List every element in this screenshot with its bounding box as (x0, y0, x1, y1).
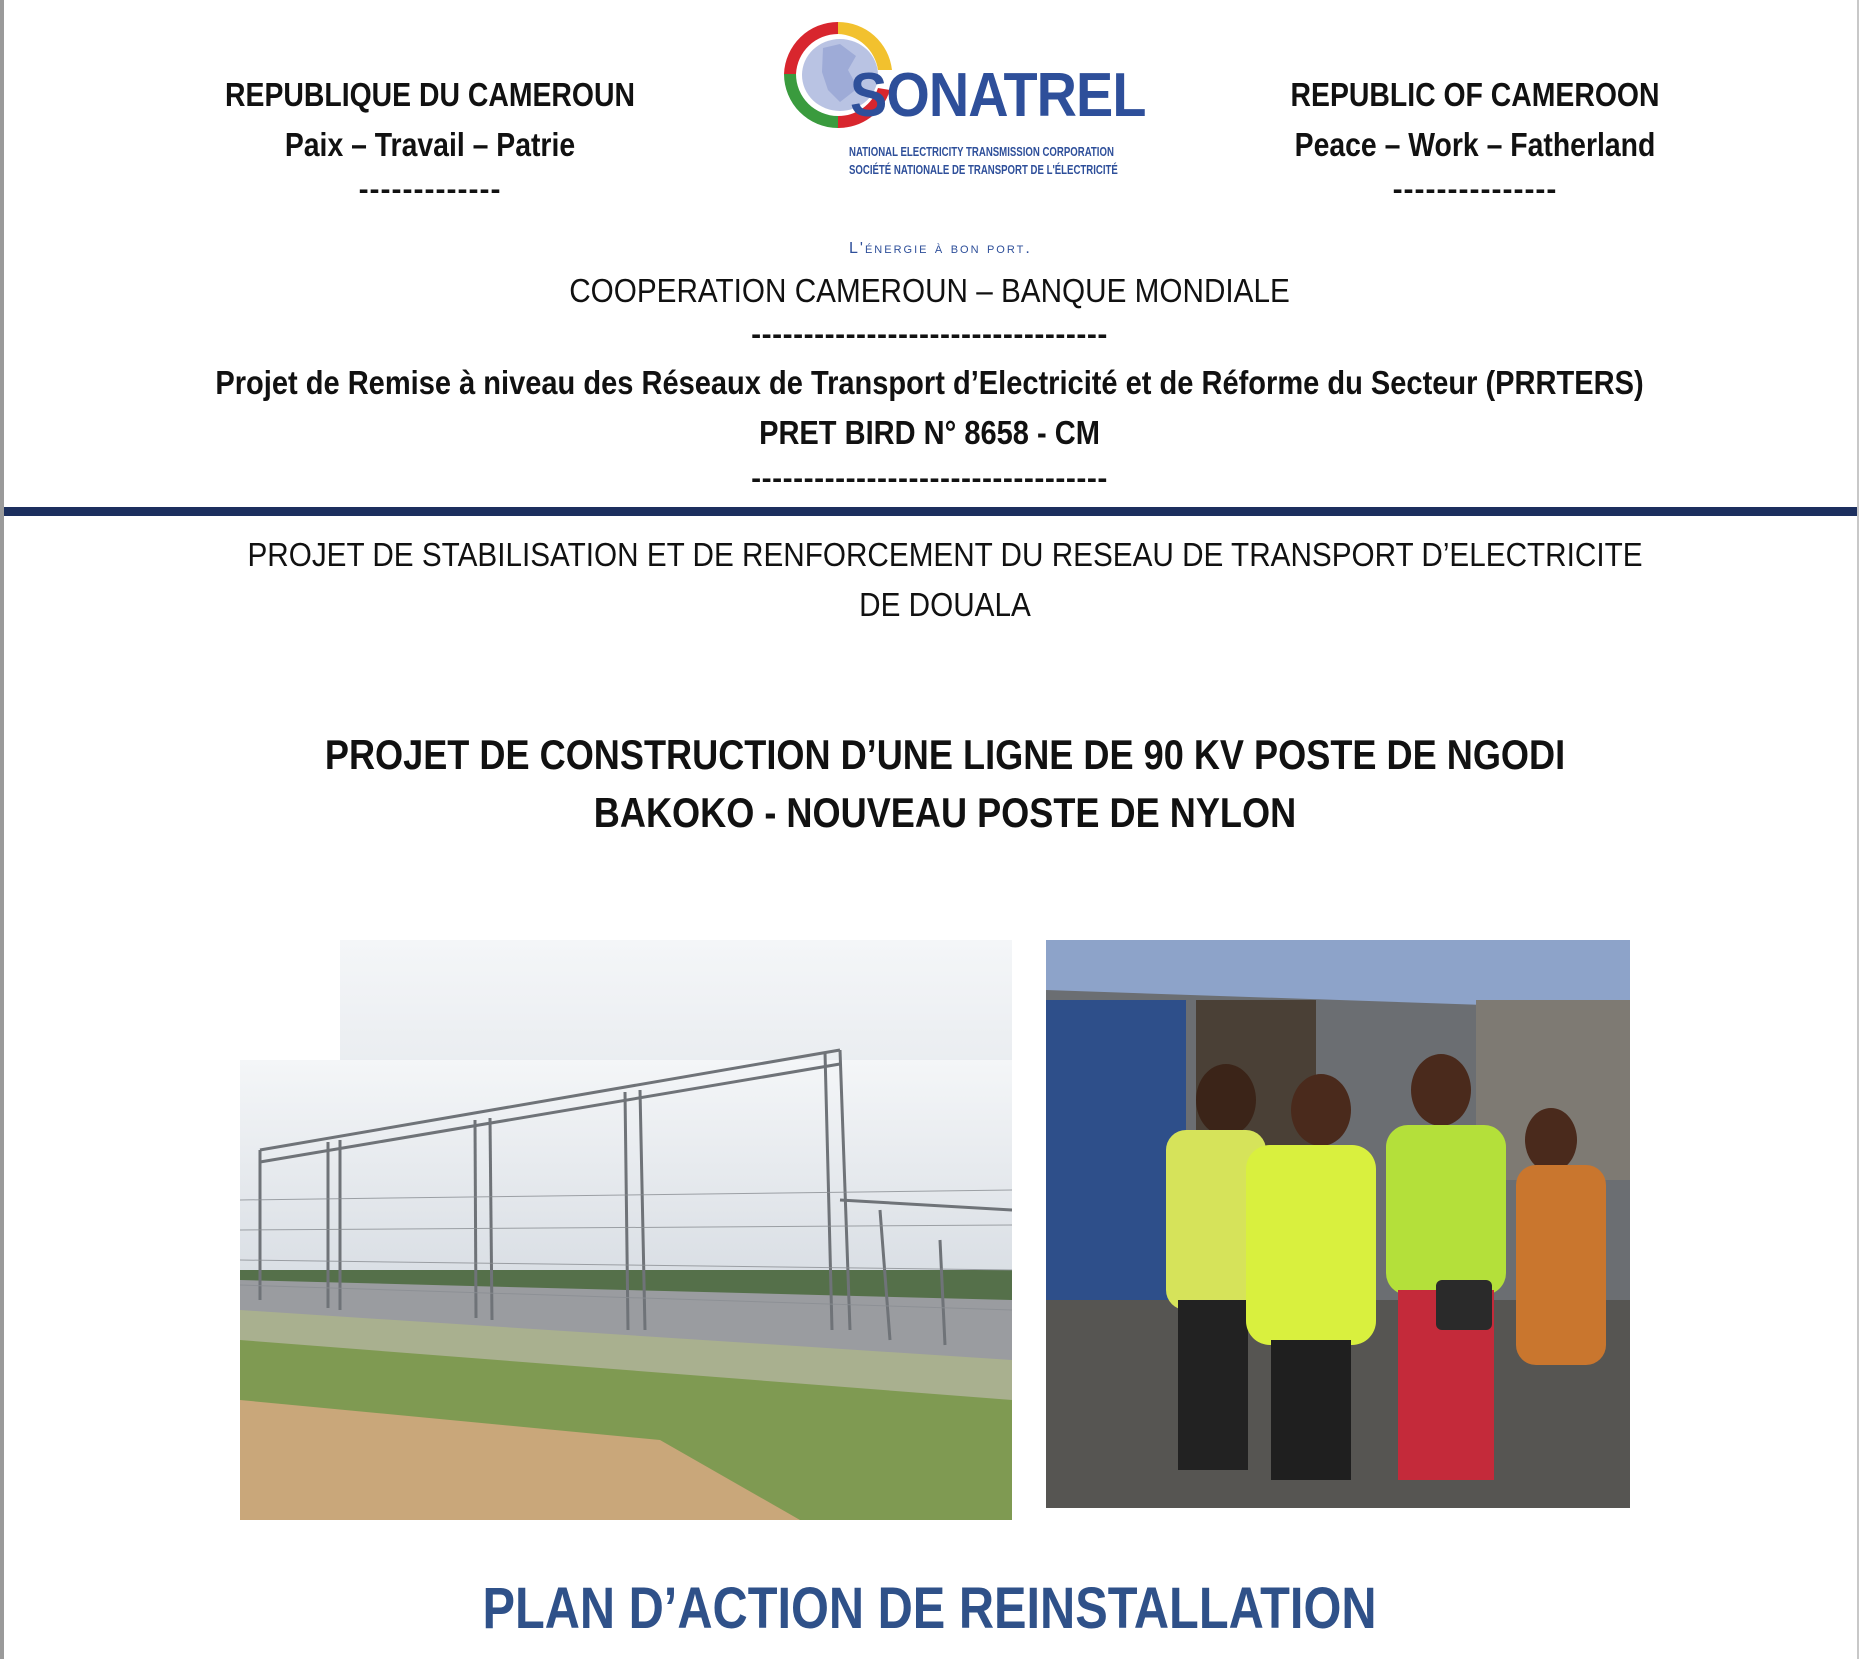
separator: ---------------------------------- (751, 462, 1108, 495)
document-title: PLAN D’ACTION DE REINSTALLATION (482, 1576, 1377, 1641)
program-title: Projet de Remise à niveau des Réseaux de Transport d’Electricité et de Réforme du Secteur (PRRTERS) (215, 364, 1644, 401)
header-right-column (1225, 70, 1725, 210)
cooperation-title: COOPERATION CAMEROUN – BANQUE MONDIALE (569, 272, 1290, 309)
logo-wordmark: SONATREL (850, 61, 1146, 130)
country-name-en: REPUBLIC OF CAMEROON (1290, 76, 1660, 113)
page-edge (0, 0, 4, 1659)
logo-subtitle-en: NATIONAL ELECTRICITY TRANSMISSION CORPORATION (849, 144, 1114, 159)
sonatrel-logo (778, 18, 1146, 263)
consultation-photo (1046, 940, 1630, 1508)
separator: --------------- (1392, 173, 1558, 206)
separator: ------------- (358, 173, 502, 206)
separator: ---------------------------------- (751, 318, 1108, 351)
project-stabilisation-title: PROJET DE STABILISATION ET DE RENFORCEMENT DU RESEAU DE TRANSPORT D’ELECTRICITE DE DOUALA (247, 536, 1643, 623)
substation-photo (240, 940, 1012, 1520)
country-name-fr: REPUBLIQUE DU CAMEROUN (225, 76, 635, 113)
motto-en: Peace – Work – Fatherland (1294, 126, 1656, 163)
logo-subtitle-fr: SOCIÉTÉ NATIONALE DE TRANSPORT DE L'ÉLECTRICITÉ (849, 162, 1118, 177)
motto-fr: Paix – Travail – Patrie (284, 126, 576, 163)
project-construction-title: PROJET DE CONSTRUCTION D’UNE LIGNE DE 90 KV POSTE DE NGODI BAKOKO - NOUVEAU POSTE DE NYLON (324, 731, 1566, 836)
logo-tagline: L'énergie à bon port. (849, 240, 1032, 257)
loan-number: PRET BIRD N° 8658 - CM (759, 414, 1100, 451)
header-divider (4, 507, 1857, 516)
header-left-column (185, 70, 675, 210)
